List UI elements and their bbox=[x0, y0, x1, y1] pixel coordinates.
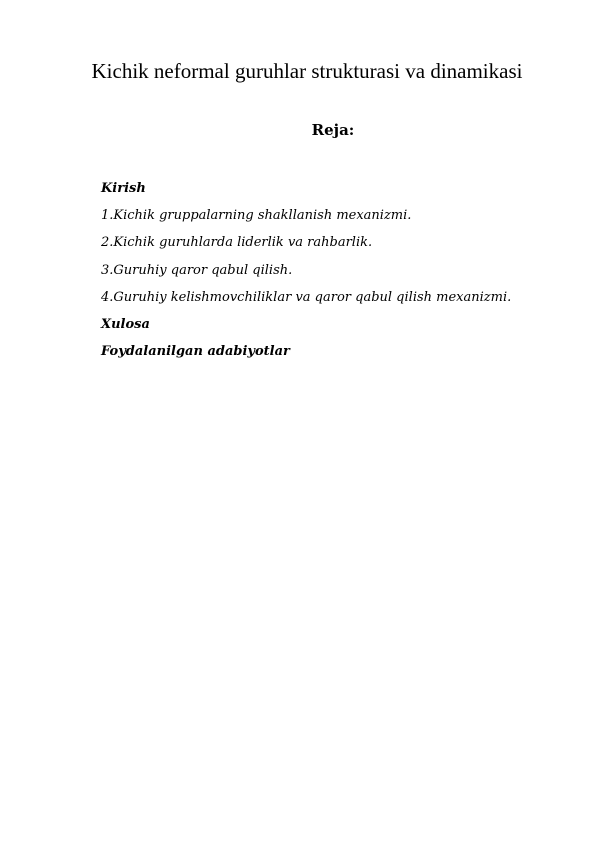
plan-item-conclusion: Xulosa bbox=[101, 317, 150, 333]
document-title: Kichik neformal guruhlar strukturasi va dinamikasi bbox=[91, 59, 523, 83]
plan-item-2: 2.Kichik guruhlarda liderlik va rahbarlik. bbox=[101, 235, 373, 251]
plan-item-4: 4.Guruhiy kelishmovchiliklar va qaror qabul qilish mexanizmi. bbox=[101, 289, 512, 305]
plan-list bbox=[101, 175, 511, 365]
plan-item-introduction: Kirish bbox=[101, 181, 146, 196]
plan-item-3: 3.Guruhiy qaror qabul qilish. bbox=[101, 262, 293, 278]
plan-heading: Reja: bbox=[311, 121, 355, 139]
plan-item-references: Foydalanilgan adabiyotlar bbox=[101, 344, 290, 360]
plan-item-1: 1.Kichik gruppalarning shakllanish mexanizmi. bbox=[101, 208, 412, 224]
